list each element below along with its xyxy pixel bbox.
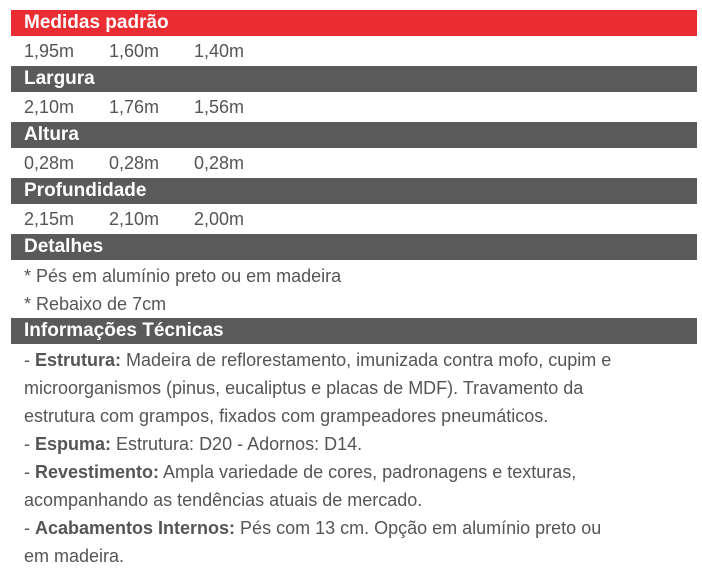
section-header-details: Detalhes (11, 234, 697, 260)
structure-text-line: microorganismos (pinus, eucaliptus e placas de MDF). Travamento da (24, 378, 584, 398)
section-header-standard-sizes: Medidas padrão (11, 10, 697, 36)
internal-finish-label: Acabamentos Internos: (35, 518, 236, 538)
section-header-technical: Informações Técnicas (11, 318, 697, 344)
details-line: * Pés em alumínio preto ou em madeira (24, 266, 342, 286)
section-header-width: Largura (11, 66, 697, 92)
covering-text: Ampla variedade de cores, padronagens e texturas, (159, 462, 577, 482)
depth-value: 2,10m (109, 209, 160, 229)
internal-finish-text-line: em madeira. (24, 546, 125, 566)
item-prefix: - (24, 462, 35, 482)
standard-size-value: 1,60m (109, 41, 160, 61)
height-value: 0,28m (109, 153, 160, 173)
section-header-depth: Profundidade (11, 178, 697, 204)
internal-finish-line (24, 514, 601, 542)
standard-size-value: 1,40m (194, 41, 245, 61)
structure-text: Madeira de reflorestamento, imunizada contra mofo, cupim e (121, 350, 612, 370)
item-prefix: - (24, 434, 35, 454)
height-value: 0,28m (194, 153, 245, 173)
width-value: 2,10m (24, 97, 75, 117)
covering-line (24, 458, 576, 486)
covering-text-line: acompanhando as tendências atuais de mercado. (24, 490, 423, 510)
section-header-height: Altura (11, 122, 697, 148)
depth-value: 2,00m (194, 209, 245, 229)
covering-label: Revestimento: (35, 462, 160, 482)
details-line: * Rebaixo de 7cm (24, 294, 167, 314)
item-prefix: - (24, 518, 35, 538)
width-value: 1,76m (109, 97, 160, 117)
depth-value: 2,15m (24, 209, 75, 229)
foam-line (24, 430, 362, 458)
standard-size-value: 1,95m (24, 41, 75, 61)
foam-label: Espuma: (35, 434, 112, 454)
internal-finish-text: Pés com 13 cm. Opção em alumínio preto ou (235, 518, 602, 538)
width-value: 1,56m (194, 97, 245, 117)
height-value: 0,28m (24, 153, 75, 173)
foam-text: Estrutura: D20 - Adornos: D14. (111, 434, 363, 454)
structure-label: Estrutura: (35, 350, 122, 370)
structure-text-line: estrutura com grampos, fixados com grampeadores pneumáticos. (24, 406, 549, 426)
item-prefix: - (24, 350, 35, 370)
structure-line (24, 346, 611, 374)
